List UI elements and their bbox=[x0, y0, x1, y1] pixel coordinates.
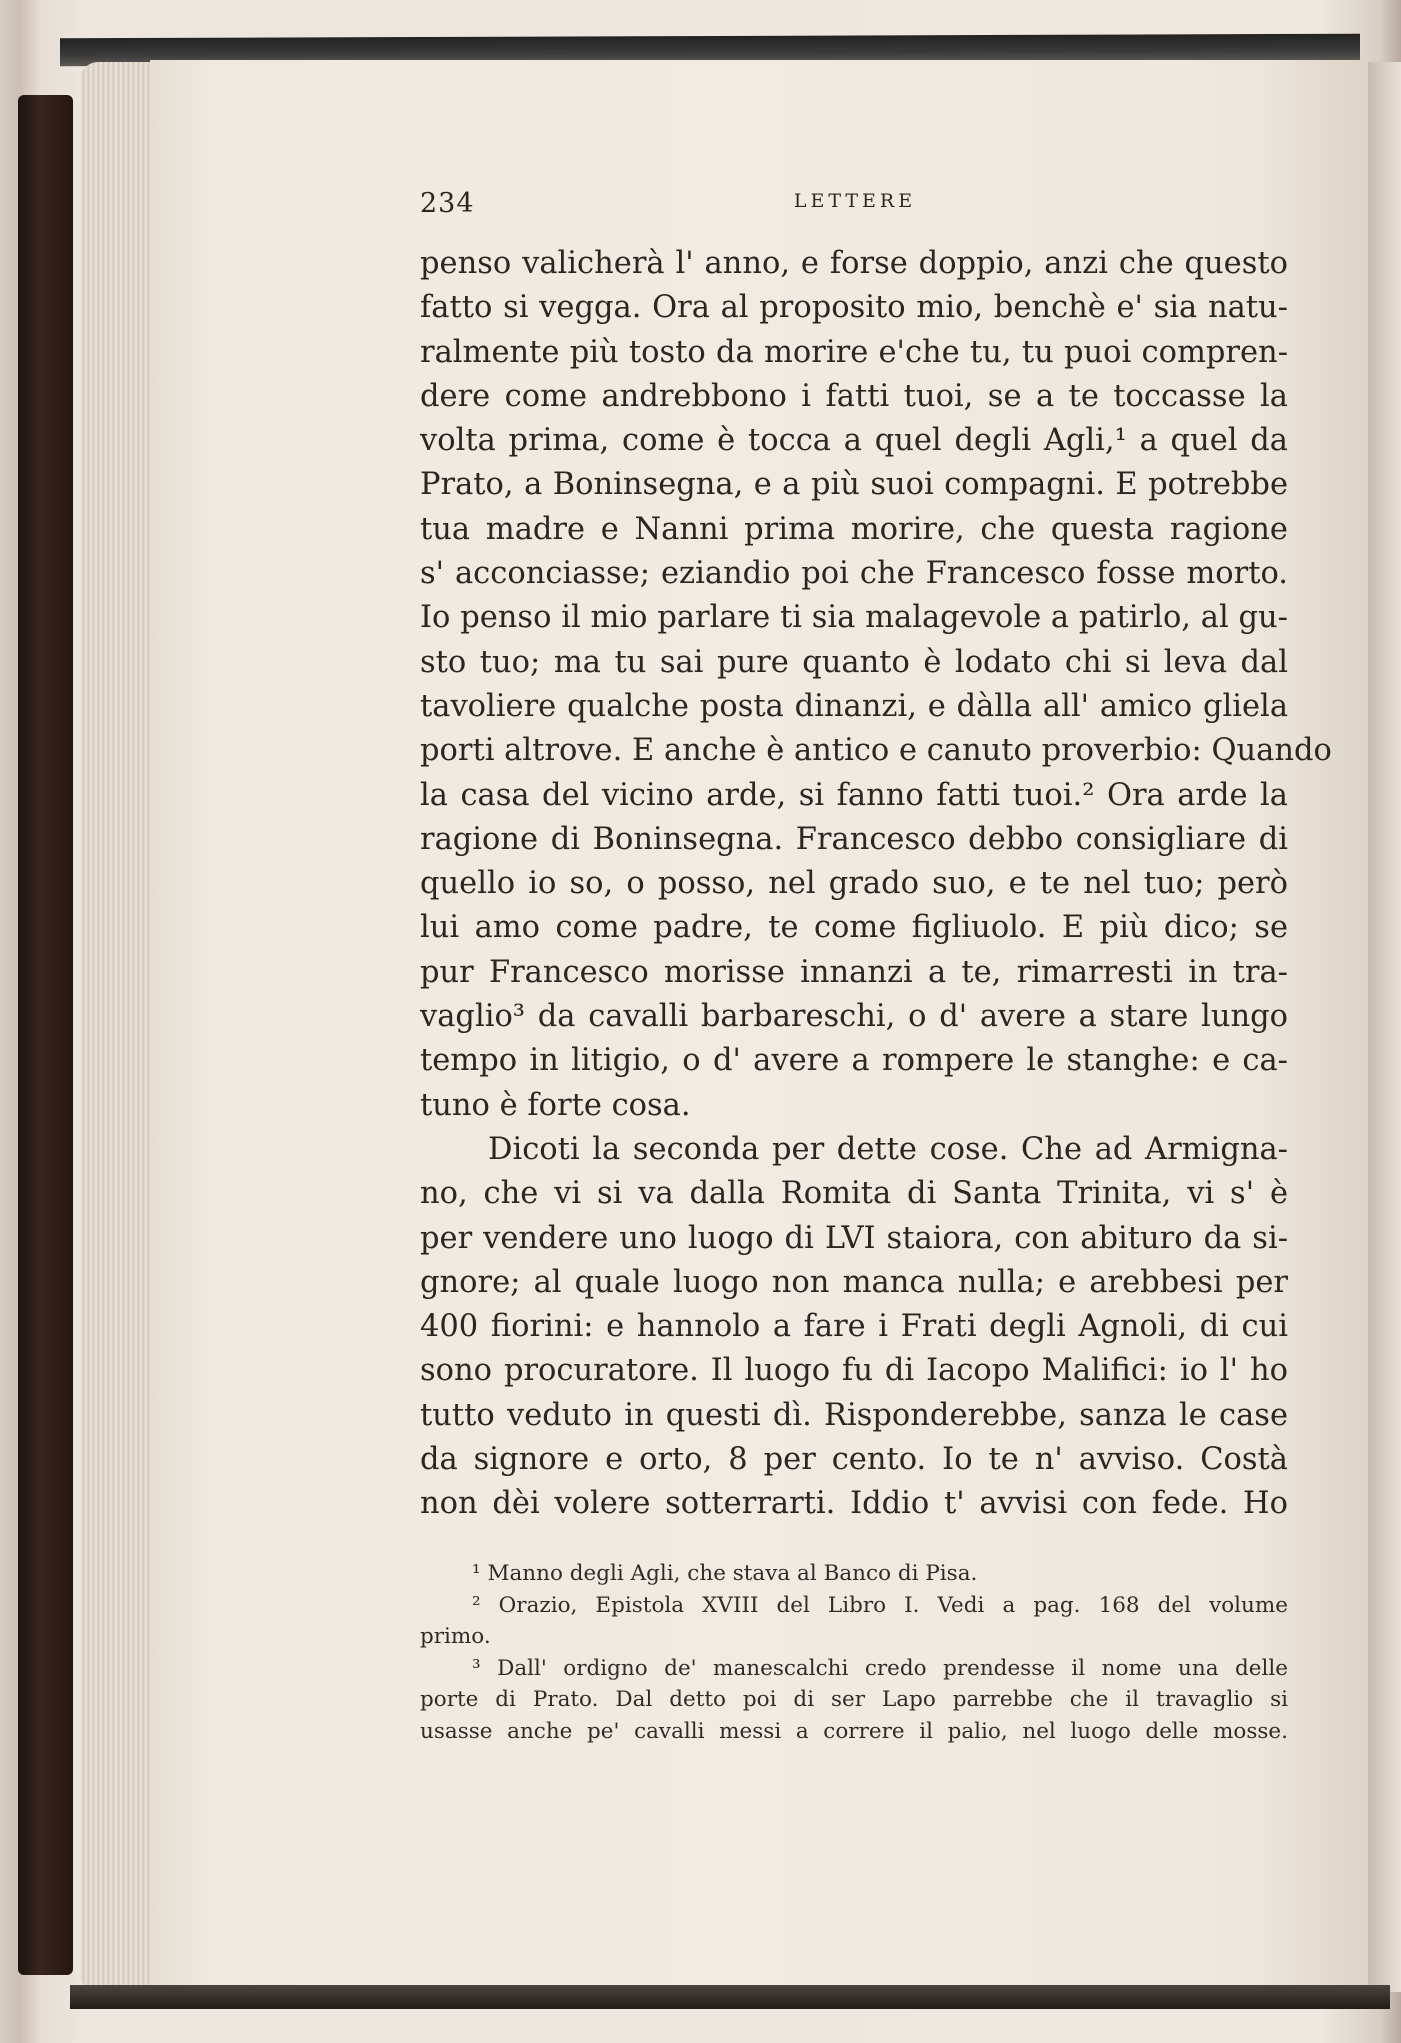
facing-page-edge bbox=[1368, 62, 1401, 1992]
text-line: ragione di Boninsegna. Francesco debbo consigliare di bbox=[420, 821, 1288, 857]
text-line: tempo in litigio, o d' avere a rompere le stanghe: e ca- bbox=[420, 1043, 1288, 1079]
text-line: sto tuo; ma tu sai pure quanto è lodato chi si leva dal bbox=[420, 644, 1288, 680]
text-line: per vendere uno luogo di LVI staiora, con abituro da si- bbox=[420, 1220, 1288, 1256]
text-line: non dèi volere sotterrarti. Iddio t' avvisi con fede. Ho bbox=[420, 1486, 1288, 1522]
text-line: 400 fiorini: e hannolo a fare i Frati degli Agnoli, di cui bbox=[420, 1309, 1288, 1345]
text-line: dere come andrebbono i fatti tuoi, se a te toccasse la bbox=[420, 378, 1288, 414]
text-line: Dicoti la seconda per dette cose. Che ad Armigna- bbox=[488, 1131, 1288, 1167]
text-line: porti altrove. E anche è antico e canuto proverbio: Quando bbox=[420, 733, 1332, 769]
text-line: vaglio³ da cavalli barbareschi, o d' avere a stare lungo bbox=[420, 999, 1288, 1035]
text-line: tuno è forte cosa. bbox=[420, 1087, 691, 1123]
text-line: Io penso il mio parlare ti sia malagevole a patirlo, al gu- bbox=[420, 600, 1288, 636]
page-number: 234 bbox=[420, 188, 475, 219]
footnote-line: usasse anche pe' cavalli messi a correre il palio, nel luogo delle mosse. bbox=[420, 1718, 1288, 1744]
text-line: pur Francesco morisse innanzi a te, rimarresti in tra- bbox=[420, 954, 1288, 990]
text-line: tutto veduto in questi dì. Risponderebbe, sanza le case bbox=[420, 1397, 1288, 1433]
text-line: tavoliere qualche posta dinanzi, e dàlla all' amico gliela bbox=[420, 688, 1288, 724]
text-line: fatto si vegga. Ora al proposito mio, benchè e' sia natu- bbox=[420, 290, 1288, 326]
footnote-line: primo. bbox=[420, 1624, 491, 1649]
book-binding bbox=[18, 95, 73, 1975]
bottom-cover-edge bbox=[70, 1985, 1390, 2009]
text-line: penso valicherà l' anno, e forse doppio, anzi che questo bbox=[420, 246, 1288, 281]
body-text bbox=[420, 242, 1332, 1527]
text-line: da signore e orto, 8 per cento. Io te n' avviso. Costà bbox=[420, 1442, 1288, 1478]
text-line: volta prima, come è tocca a quel degli Agli,¹ a quel da bbox=[420, 423, 1288, 459]
text-line: quello io so, o posso, nel grado suo, e te nel tuo; però bbox=[420, 866, 1288, 902]
footnote-line: porte di Prato. Dal detto poi di ser Lapo parrebbe che il travaglio si bbox=[420, 1687, 1288, 1712]
page-header bbox=[420, 188, 1290, 228]
text-line: no, che vi si va dalla Romita di Santa Trinita, vi s' è bbox=[420, 1176, 1288, 1212]
text-line: lui amo come padre, te come figliuolo. E più dico; se bbox=[420, 910, 1288, 946]
footnote-line: ² Orazio, Epistola XVIII del Libro I. Vedi a pag. 168 del volume bbox=[472, 1592, 1288, 1618]
footnotes bbox=[420, 1558, 1288, 1747]
text-line: ralmente più tosto da morire e'che tu, tu puoi compren- bbox=[420, 334, 1288, 370]
text-line: s' acconciasse; eziandio poi che Francesco fosse morto. bbox=[420, 556, 1288, 592]
footnote-line: ³ Dall' ordigno de' manescalchi credo prendesse il nome una delle bbox=[472, 1655, 1288, 1681]
footnote-line: ¹ Manno degli Agli, che stava al Banco di Pisa. bbox=[472, 1561, 978, 1586]
text-line: Prato, a Boninsegna, e a più suoi compagni. E potrebbe bbox=[420, 467, 1288, 503]
text-line: la casa del vicino arde, si fanno fatti tuoi.² Ora arde la bbox=[420, 777, 1288, 813]
text-line: sono procuratore. Il luogo fu di Iacopo Malifici: io l' ho bbox=[420, 1353, 1288, 1389]
text-line: gnore; al quale luogo non manca nulla; e arebbesi per bbox=[420, 1264, 1288, 1300]
running-head: LETTERE bbox=[793, 190, 917, 212]
text-line: tua madre e Nanni prima morire, che questa ragione bbox=[420, 511, 1288, 547]
